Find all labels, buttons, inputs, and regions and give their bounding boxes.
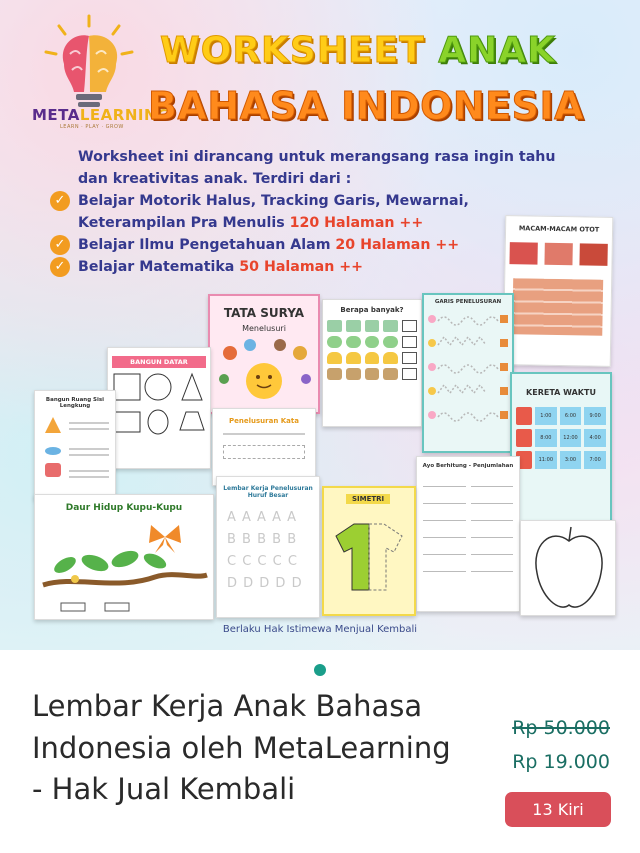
flat-shapes-illustration xyxy=(108,368,208,460)
apple-outline-illustration xyxy=(521,521,616,616)
feature-bullet: ✓ Belajar Matematika 50 Halaman ++ xyxy=(78,256,588,278)
feature-bullet: ✓ Belajar Motorik Halus, Tracking Garis, Mewarnai, Keterampilan Pra Menulis 120 Halaman ++ xyxy=(78,190,588,234)
tracing-lines-illustration xyxy=(424,305,512,445)
banner-title-line2: BAHASA INDONESIA xyxy=(148,84,585,128)
worksheet-penelusuran-kata: Penelusuran Kata xyxy=(212,408,316,486)
worksheet-apple xyxy=(520,520,616,616)
solar-system-illustration xyxy=(210,333,318,403)
product-title: Lembar Kerja Anak Bahasa Indonesia oleh MetaLearning - Hak Jual Kembali xyxy=(32,689,451,806)
stock-left-badge: 13 Kiri xyxy=(505,792,611,827)
worksheet-otot: MACAM-MACAM OTOT xyxy=(503,215,614,367)
brand-tagline: LEARN · PLAY · GROW xyxy=(60,124,124,130)
worksheet-simetri: SIMETRI xyxy=(322,486,416,616)
banner-description: Worksheet ini dirancang untuk merangsang rasa ingin tahu dan kreativitas anak. Terdiri dari : ✓ Belajar Motorik Halus, Tracking Garis, Mewarnai, Keterampilan Pra Menulis 120 Halaman ++ ✓ Belajar Ilmu Pengetahuan Alam 20 Halaman ++ ✓ Belajar Matematika 50 Halaman ++ xyxy=(78,146,588,278)
worksheet-kupu-kupu: Daur Hidup Kupu-Kupu xyxy=(34,494,214,620)
solid-shapes-illustration xyxy=(35,409,115,499)
worksheet-tata-surya: TATA SURYA Menelusuri xyxy=(208,294,320,414)
carousel-dot-indicator[interactable] xyxy=(314,664,326,676)
worksheet-garis-penelusuran: GARIS PENELUSURAN xyxy=(422,293,514,453)
banner-footer-note: Berlaku Hak Istimewa Menjual Kembali xyxy=(222,624,418,635)
worksheet-berapa-banyak: Berapa banyak? xyxy=(322,299,422,427)
worksheet-bangun-ruang: Bangun Ruang Sisi Lengkung xyxy=(34,390,116,500)
butterfly-lifecycle-illustration xyxy=(35,513,214,613)
check-icon: ✓ xyxy=(50,257,70,277)
sale-price: Rp 19.000 xyxy=(512,751,610,773)
worksheet-huruf-besar: Lembar Kerja Penelusuran Huruf Besar A A A A A B B B B B C C C C C D D D D D xyxy=(216,476,320,618)
check-icon: ✓ xyxy=(50,191,70,211)
shirt-symmetry-illustration xyxy=(324,504,414,604)
check-icon: ✓ xyxy=(50,235,70,255)
worksheet-kereta-waktu: KERETA WAKTU 1:00 6:00 9:00 8:00 12:00 4:00 11:00 3:00 7:00 xyxy=(510,372,612,524)
original-price: Rp 50.000 xyxy=(512,717,610,739)
brand-name: METALEARNING xyxy=(32,106,170,124)
banner-title-line1: WORKSHEET ANAK xyxy=(160,30,557,71)
worksheet-ayo-berhitung: Ayo Berhitung - Penjumlahan xyxy=(416,456,520,612)
feature-bullet: ✓ Belajar Ilmu Pengetahuan Alam 20 Halaman ++ xyxy=(78,234,588,256)
worksheet-bangun-datar: BANGUN DATAR xyxy=(107,347,211,469)
